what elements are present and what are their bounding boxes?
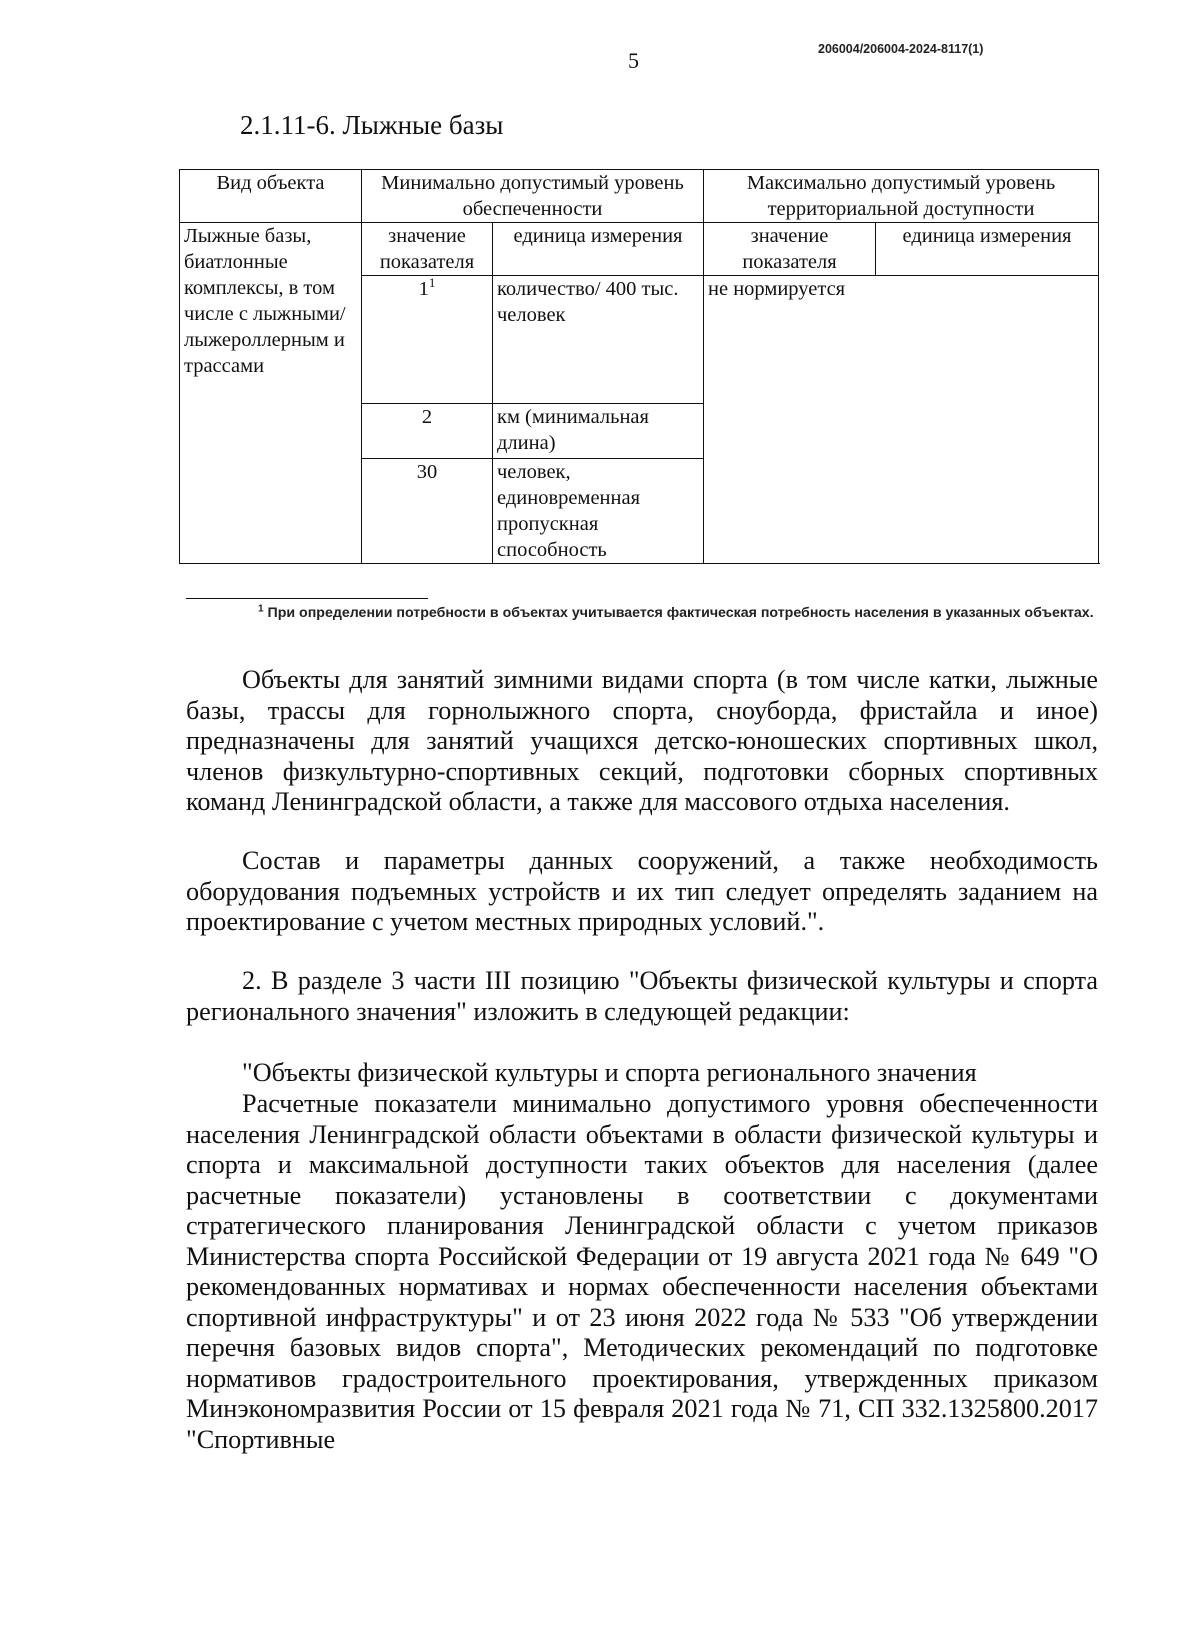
row-value: 1 [418, 278, 429, 300]
footnote [186, 603, 1098, 624]
table-header-row [180, 170, 1099, 223]
footnote-text: При определении потребности в объектах учитывается фактическая потребность населения в указанных объектах. [267, 605, 1094, 621]
row-unit-cell: км (минимальная длина) [493, 404, 704, 459]
paragraph-winter-sports: Объекты для занятий зимними видами спорта (в том числе катки, лыжные базы, трассы для горнолыжного спорта, сноуборда, фристайла и иное) предназначены для занятий учащихся детско-юношеских спортивных школ, членов физкультурно-спортивных секций, подготовки сборных спортивных команд Ленинградской области, а также для массового отдыха населения. [186, 665, 1098, 816]
subheader-min-unit: единица измерения [493, 223, 704, 276]
header-min-level: Минимально допустимый уровень обеспеченности [362, 170, 704, 223]
page-number: 5 [628, 48, 639, 73]
paragraph-heading-quote: "Объекты физической культуры и спорта регионального значения [242, 1058, 977, 1087]
row-value-cell: 2 [362, 404, 493, 459]
subheader-max-unit: единица измерения [876, 223, 1099, 276]
ski-bases-norms-table [179, 169, 1099, 564]
document-id: 206004/206004-2024-8117(1) [818, 42, 984, 56]
object-name-cell: Лыжные базы, биатлонные комплексы, в том числе с лыжными/ лыжероллерным и трассами [180, 223, 362, 564]
subheader-min-value: значение показателя [362, 223, 493, 276]
section-title: 2.1.11-6. Лыжные базы [240, 110, 504, 140]
paragraph-amendment: 2. В разделе 3 части III позицию "Объекты физической культуры и спорта регионального значения" изложить в следующей редакции: [186, 966, 1098, 1026]
subheader-max-value: значение показателя [704, 223, 876, 276]
max-access-value: не нормируется [704, 276, 1099, 564]
table-subheader-row [180, 223, 1099, 276]
paragraph-calculated-indicators: Расчетные показатели минимально допустимого уровня обеспеченности населения Ленинградской области объектами в области физической культуры и спорта и максимальной доступности таких объектов для населения (далее расчетные показатели) установлены в соответствии с документами стратегического планирования Ленинградской области с учетом приказов Министерства спорта Российской Федерации от 19 августа 2021 года № 649 "О рекомендованных нормативах и нормах обеспеченности населения объектами спортивной инфраструктуры" и от 23 июня 2022 года № 533 "Об утверждении перечня базовых видов спорта", Методических рекомендаций по подготовке нормативов градостроительного проектирования, утвержденных приказом Минэкономразвития России от 15 февраля 2021 года № 71, СП 332.1325800.2017 "Спортивные [186, 1089, 1098, 1454]
header-object-type: Вид объекта [180, 170, 362, 223]
footnote-ref: 1 [428, 275, 436, 291]
row-unit-cell: человек, единовременная пропускная способность [493, 459, 704, 564]
footnote-mark: 1 [258, 603, 264, 615]
paragraph-composition: Состав и параметры данных сооружений, а также необходимость оборудования подъемных устройств и их тип следует определять заданием на проектирование с учетом местных природных условий.". [186, 846, 1098, 936]
header-max-access: Максимально допустимый уровень территориальной доступности [704, 170, 1099, 223]
row-value-cell: 30 [362, 459, 493, 564]
row-unit-cell: количество/ 400 тыс. человек [493, 276, 704, 404]
footnote-separator [186, 598, 428, 599]
row-value-cell [362, 276, 493, 404]
